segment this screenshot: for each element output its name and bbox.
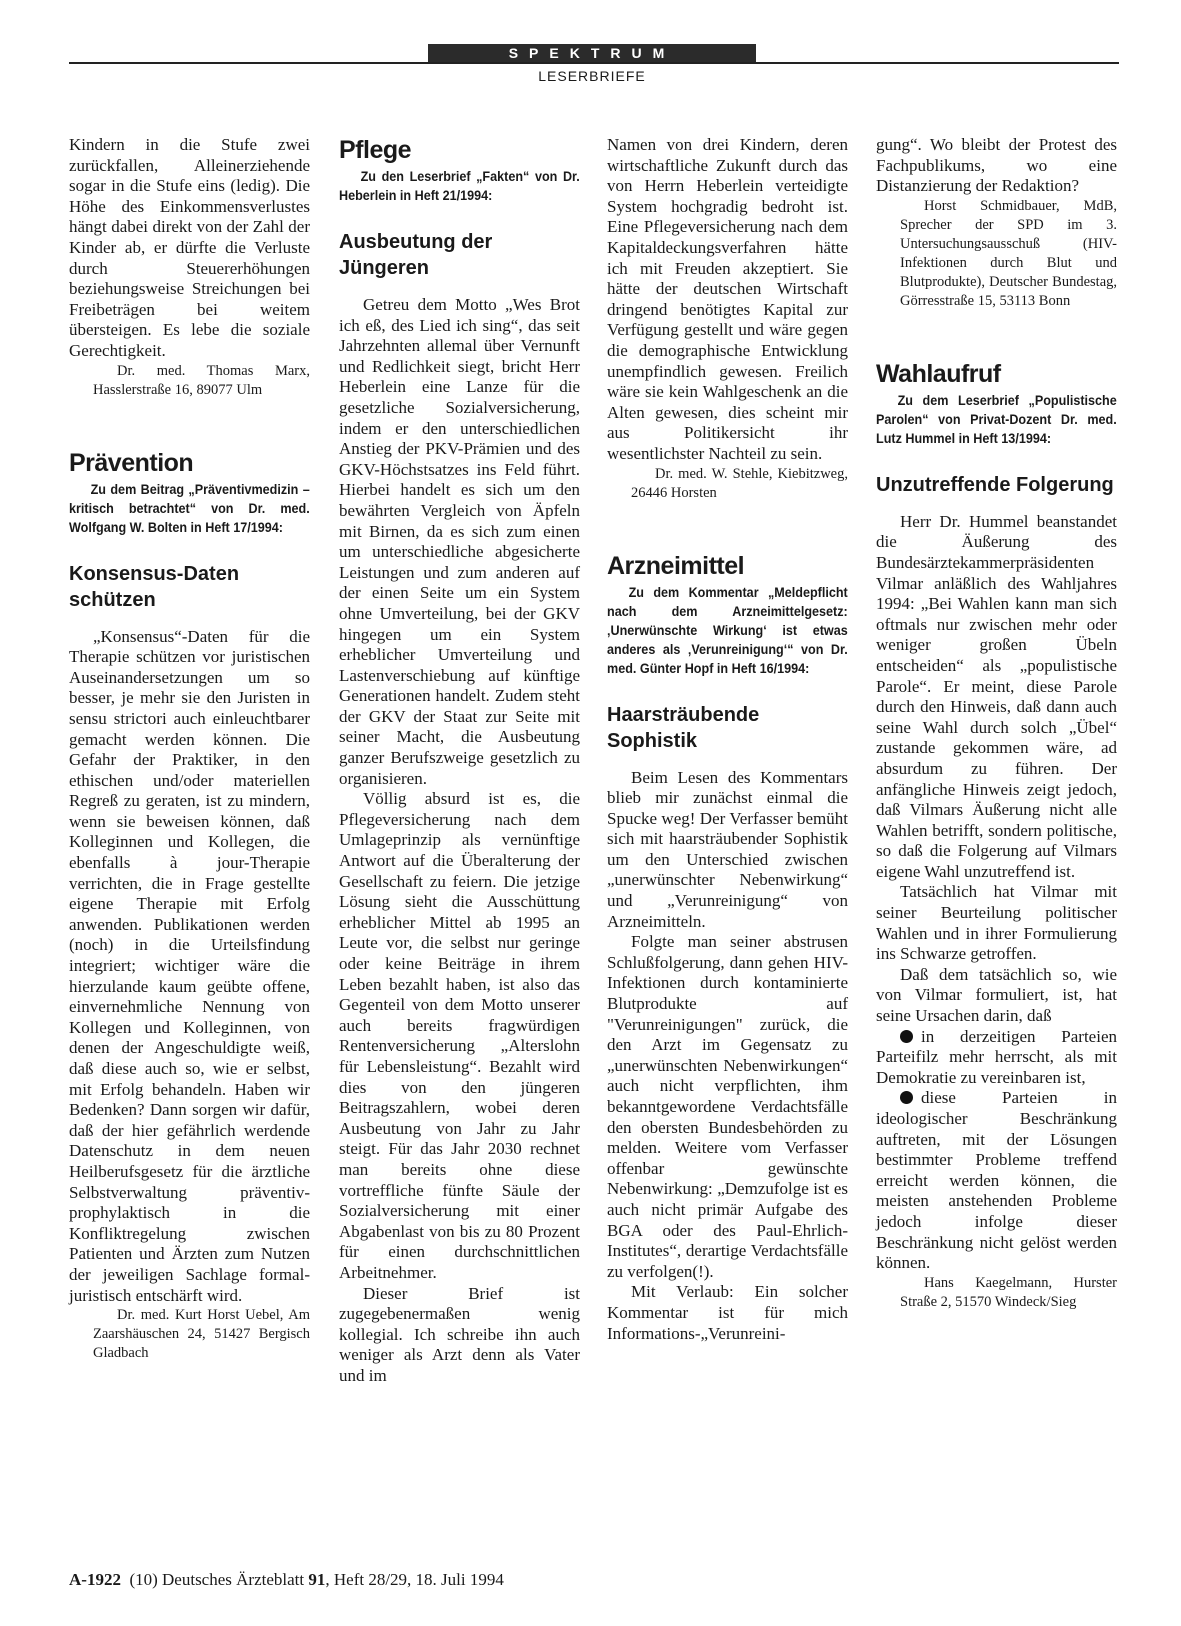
signature: Horst Schmidbauer, MdB, Sprecher der SPD im 3. Untersuchungsausschuß (HIV-Infektionen durch Blut und Blutprodukte), Deutscher Bundestag, Görresstraße 15, 53113 Bonn [900, 197, 1117, 309]
bullet-item [876, 1027, 1117, 1089]
letter-continuation: Namen von drei Kindern, deren wirtschaftliche Zukunft durch das von Herrn Heberlein verteidigte System hochgradig bedroht ist. Eine Pflegeversicherung nach dem Kapitaldeckungsverfahren hätte ich mit Freuden akzeptiert. Sie hätte der deutschen Wirtschaft dringend benötigtes Kapital zur Verfügung gestellt und wäre gegen die demographische Entwicklung unempfindlich gewesen. Freilich wäre sie kein Wahlgeschenk an die Alten gewesen, dies scheint mir aus Politikersicht ihr wesentlichster Nachteil zu sein. [607, 135, 848, 463]
letter-paragraph: Tatsächlich hat Vilmar mit seiner Beurteilung politischer Wahlen und in ihrer Formulierung ins Schwarze getroffen. [876, 882, 1117, 964]
letter-paragraph: Daß dem tatsächlich so, wie von Vilmar formuliert, ist, hat seine Ursachen darin, daß [876, 964, 1117, 1026]
section-heading: Pflege [339, 136, 412, 164]
letter-continuation: gung“. Wo bleibt der Protest des Fachpublikums, wo eine Distanzierung der Redaktion? [876, 135, 1117, 196]
signature: Dr. med. Thomas Marx, Hasslerstraße 16, 89077 Ulm [93, 362, 310, 398]
section-heading: Wahlaufruf [876, 359, 1001, 388]
reference-line: Zu dem Leserbrief „Populistische Parolen“ von Privat-Dozent Dr. med. Lutz Hummel in Heft 13/1994: [876, 391, 1117, 446]
letter-paragraph: Völlig absurd ist es, die Pflegeversicherung nach dem Umlageprinzip als vernünftige Antwort auf die Überalterung der Gesellschaft zu feiern. Die jetzige Lösung sieht die Ausschüttung erheblicher Mittel ab 1995 an Leute vor, die selbst nur geringe oder keine Beiträge in ihrem Leben bezahlt haben, ist also das Gegenteil von dem Motto unserer auch bereits fragwürdigen Rentenversicherung „Alterslohn für Lebensleistung“. Bezahlt wird dies von den jüngeren Beitragszahlern, wobei deren Ausbeutung von Jahr zu Jahr steigt. Für das Jahr 2030 rechnet man bereits ohne diese vortreffliche fünfte Säule der Sozialversicherung mit einer Abgabenlast von bis zu 80 Prozent für einen durchschnittlichen Arbeitnehmer. [339, 789, 580, 1282]
bullet-icon [900, 1091, 913, 1104]
volume-number: 91 [308, 1570, 326, 1589]
section-band: SPEKTRUM [428, 44, 756, 63]
column-1 [69, 135, 310, 1363]
letter-title: Haarsträubende Sophistik [607, 703, 760, 752]
bullet-item [876, 1088, 1117, 1273]
letter-title: Unzutreffende Folgerung [876, 473, 1114, 496]
signature: Dr. med. W. Stehle, Kiebitzweg, 26446 Horsten [631, 465, 848, 501]
bullet-icon [900, 1030, 913, 1043]
reference-line: Zu dem Kommentar „Meldepflicht nach dem Arzneimittelgesetz: ‚Unerwünschte Wirkung‘ ist etwas anderes als ‚Verunreinigung‘“ von Dr. med. Günter Hopf in Heft 16/1994: [607, 583, 848, 676]
letter-title: Ausbeutung der Jüngeren [339, 231, 493, 279]
signature: Hans Kaegelmann, Hurster Straße 2, 51570 Windeck/Sieg [900, 1274, 1117, 1310]
page-number: A-1922 [69, 1570, 121, 1589]
letter-paragraph: Herr Dr. Hummel beanstandet die Äußerung des Bundesärztekammerpräsidenten Vilmar anläßlich des Wahljahres 1994: „Bei Wahlen kann man sich oftmals nur zwischen mehr oder weniger großen Übeln entscheiden“ als „populistische Parole“. Er meint, diese Parole durch den Hinweis, daß dann auch seine Wahl durch solch „Übel“ zustande gekommen wäre, ad absurdum zu führen. Der anfängliche Hinweis zeigt jedoch, daß Vilmars Äußerung nicht alle Wahlen betrifft, sondern politische, so daß die Folgerung auf Vilmars eigene Wahl unzutreffend ist. [876, 511, 1117, 881]
reference-line: Zu dem Beitrag „Präventivmedizin – kritisch betrachtet“ von Dr. med. Wolfgang W. Bolten in Heft 17/1994: [69, 480, 310, 535]
letter-paragraph: Getreu dem Motto „Wes Brot ich eß, des Lied ich sing“, das seit Jahrzehnten allemal über Vernunft und Redlichkeit siegt, bricht Herr Heberlein eine Lanze für die gesetzliche Sozialversicherung, indem er den unterschiedlichen Anstieg der PKV-Prämien und des GKV-Höchstsatzes ins Feld führt. Hierbei handelt es sich um den bewährten Vergleich von Äpfeln mit Birnen, da es sich zum einen um unterschiedliche abgesicherte Leistungen und zum anderen auf der einen Seite um ein System ohne Umverteilung, bei der GKV hingegen um ein System erheblicher Umverteilung und Lastenverschiebung auf künftige Generationen handelt. Zudem steht der GKV der Staat zur Seite mit seiner Macht, die Ausbeutung ganzer Berufszweige gesetzlich zu organisieren. [339, 295, 580, 788]
section-heading: Prävention [69, 448, 194, 477]
page-footer [69, 1570, 504, 1590]
letter-continuation: Kindern in die Stufe zwei zurückfallen, Alleinerziehende sogar in die Stufe eins (ledig). Die Höhe des Einkommensverlustes hängt dabei direkt von der Zahl der Kinder ab, er dürfte die Verluste durch Steuererhöhungen beziehungsweise Streichungen bei Freibeträgen bei weitem übersteigen. Es lebe die soziale Gerechtigkeit. [69, 135, 310, 360]
letter-paragraph: Folgte man seiner abstrusen Schlußfolgerung, dann gehen HIV-Infektionen durch kontaminierte Blutprodukte auf "Verunreinigungen" zurück, die den Arzt im Gegensatz zu „unerwünschten Nebenwirkungen“ auch nicht verpflichten, ihm bekanntgewordene Verdachtsfälle den obersten Bundesbehörden zu melden. Weitere vom Verfasser offenbar gewünschte Nebenwirkung: „Demzufolge ist es auch nicht primär Aufgabe des BGA oder des Paul-Ehrlich-Institutes“, derartige Verdachtsfälle zu verfolgen(!). [607, 932, 848, 1281]
section-label: LESERBRIEFE [538, 68, 646, 84]
letter-paragraph: Mit Verlaub: Ein solcher Kommentar ist für mich Informations-„Verunreini- [607, 1282, 848, 1343]
section-heading: Arzneimittel [607, 551, 745, 580]
header-rule [69, 62, 1119, 64]
letter-title: Konsensus-Daten schützen [69, 562, 240, 611]
letter-paragraph: „Konsensus“-Daten für die Therapie schützen vor juristischen Auseinandersetzungen um so besser, je mehr sie den Juristen in sensu strictori auch einleuchtbarer gemacht werden können. Die Gefahr der Praktiker, in den ethischen und/oder materiellen Regreß zu geraten, ist zu mindern, wenn sie beweisen können, daß Kolleginnen und Kollegen, die ebenfalls à jour-Therapie verrichten, die in Frage gestellte eigene Therapie mit Erfolg anwenden. Publikationen werden (noch) in die Urteilsfindung integriert; wichtiger wäre die hierzulande kaum geübte offene, einvernehmliche Nennung von Kollegen und Kolleginnen, von denen der Angeschuldigte weiß, daß diese auch so, wie er selbst, mit Erfolg behandeln. Haben wir Bedenken? Dann sorgen wir dafür, daß der hier gefährlich werdende Datenschutz in dem neuen Heilberufsgesetz für die ärztliche Selbstverwaltung präventiv-prophylaktisch in die Konfliktregelung zwischen Patienten und Ärzten zum Nutzen der jeweiligen Sachlage formal-juristisch entschärft wird. [69, 626, 310, 1305]
column-4 [876, 135, 1117, 1312]
bullet-text: in derzeitigen Parteien Parteifilz mehr herrscht, als mit Demokratie zu vereinbaren ist, [876, 1026, 1117, 1087]
signature: Dr. med. Kurt Horst Uebel, Am Zaarshäuschen 24, 51427 Bergisch Gladbach [93, 1307, 310, 1362]
letter-paragraph: Beim Lesen des Kommentars blieb mir zunächst einmal die Spucke weg! Der Verfasser bemüht sich mit haarsträubender Sophistik um den Unterschied zwischen „unerwünschter Nebenwirkung“ und „Verunreinigung“ von Arzneimitteln. [607, 767, 848, 931]
bullet-text: diese Parteien in ideologischer Beschränkung auftreten, mit der Lösungen bestimmter Probleme treffend erreicht werden können, die meisten anstehenden Probleme jedoch infolge dieser Beschränkung nicht gelöst werden können. [876, 1088, 1117, 1273]
issue-date: , Heft 28/29, 18. Juli 1994 [325, 1570, 504, 1589]
letter-paragraph: Dieser Brief ist zugegebenermaßen wenig kollegial. Ich schreibe ihn auch weniger als Arzt denn als Vater und im [339, 1283, 580, 1385]
journal-name: (10) Deutsches Ärzteblatt [129, 1570, 305, 1589]
column-2 [339, 135, 580, 1386]
reference-line: Zu den Leserbrief „Fakten“ von Dr. Heberlein in Heft 21/1994: [339, 168, 580, 203]
column-3 [607, 135, 848, 1344]
